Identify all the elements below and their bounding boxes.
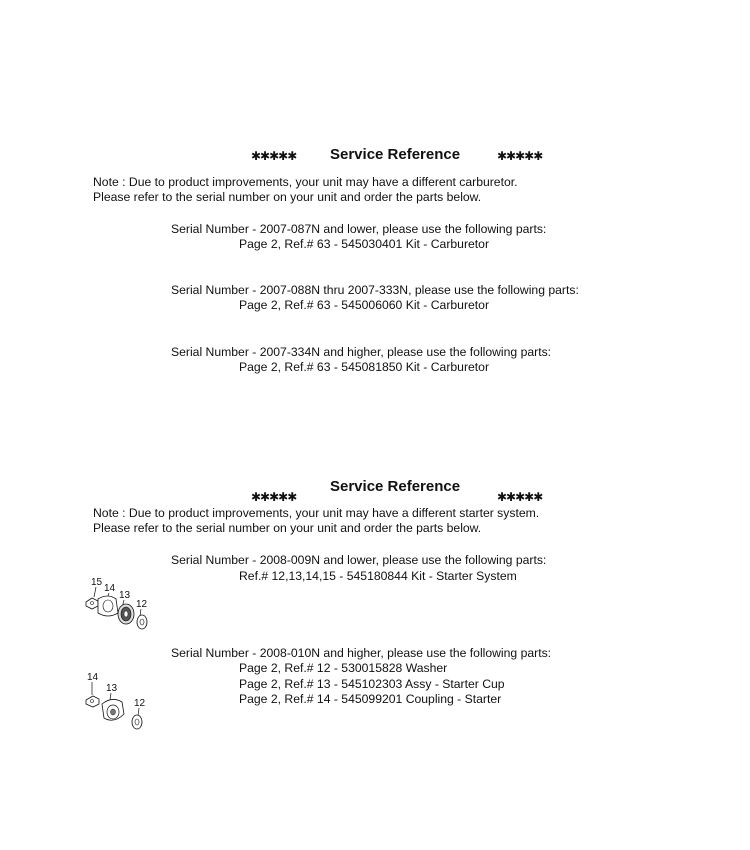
starter-parts-diagram — [82, 668, 160, 732]
diagram-label: 15 — [91, 577, 103, 588]
part-line: Page 2, Ref.# 13 - 545102303 Assy - Starter Cup — [239, 677, 505, 691]
part-line: Page 2, Ref.# 12 - 530015828 Washer — [239, 661, 448, 675]
star-decoration-left: ✱✱✱✱✱ — [251, 490, 297, 504]
note-line: Note : Due to product improvements, your unit may have a different carburetor. — [93, 175, 518, 189]
diagram-label: 12 — [134, 698, 146, 709]
section-title: Service Reference — [330, 146, 461, 163]
serial-number-line: Serial Number - 2007-087N and lower, please use the following parts: — [171, 222, 547, 236]
part-line: Page 2, Ref.# 63 - 545081850 Kit - Carburetor — [239, 360, 489, 374]
note-line: Please refer to the serial number on your unit and order the parts below. — [93, 190, 482, 204]
serial-number-line: Serial Number - 2008-010N and higher, please use the following parts: — [171, 646, 552, 660]
serial-number-line: Serial Number - 2007-334N and higher, please use the following parts: — [171, 345, 552, 359]
note-line: Please refer to the serial number on your unit and order the parts below. — [93, 521, 482, 535]
serial-number-line: Serial Number - 2008-009N and lower, please use the following parts: — [171, 553, 547, 567]
star-decoration-right: ✱✱✱✱✱ — [497, 490, 543, 504]
part-line: Page 2, Ref.# 14 - 545099201 Coupling - Starter — [239, 692, 502, 706]
diagram-label: 12 — [136, 599, 148, 610]
part-line: Ref.# 12,13,14,15 - 545180844 Kit - Starter System — [239, 569, 517, 583]
starter-system-kit-diagram — [82, 572, 160, 634]
star-decoration-right: ✱✱✱✱✱ — [497, 149, 543, 163]
section-title: Service Reference — [330, 478, 461, 495]
note-line: Note : Due to product improvements, your unit may have a different starter system. — [93, 506, 540, 520]
part-line: Page 2, Ref.# 63 - 545030401 Kit - Carburetor — [239, 237, 489, 251]
diagram-label: 13 — [119, 590, 131, 601]
star-decoration-left: ✱✱✱✱✱ — [251, 149, 297, 163]
diagram-label: 14 — [104, 583, 116, 594]
part-line: Page 2, Ref.# 63 - 545006060 Kit - Carburetor — [239, 298, 489, 312]
serial-number-line: Serial Number - 2007-088N thru 2007-333N, please use the following parts: — [171, 283, 579, 297]
diagram-label: 14 — [87, 672, 99, 683]
diagram-label: 13 — [106, 683, 118, 694]
